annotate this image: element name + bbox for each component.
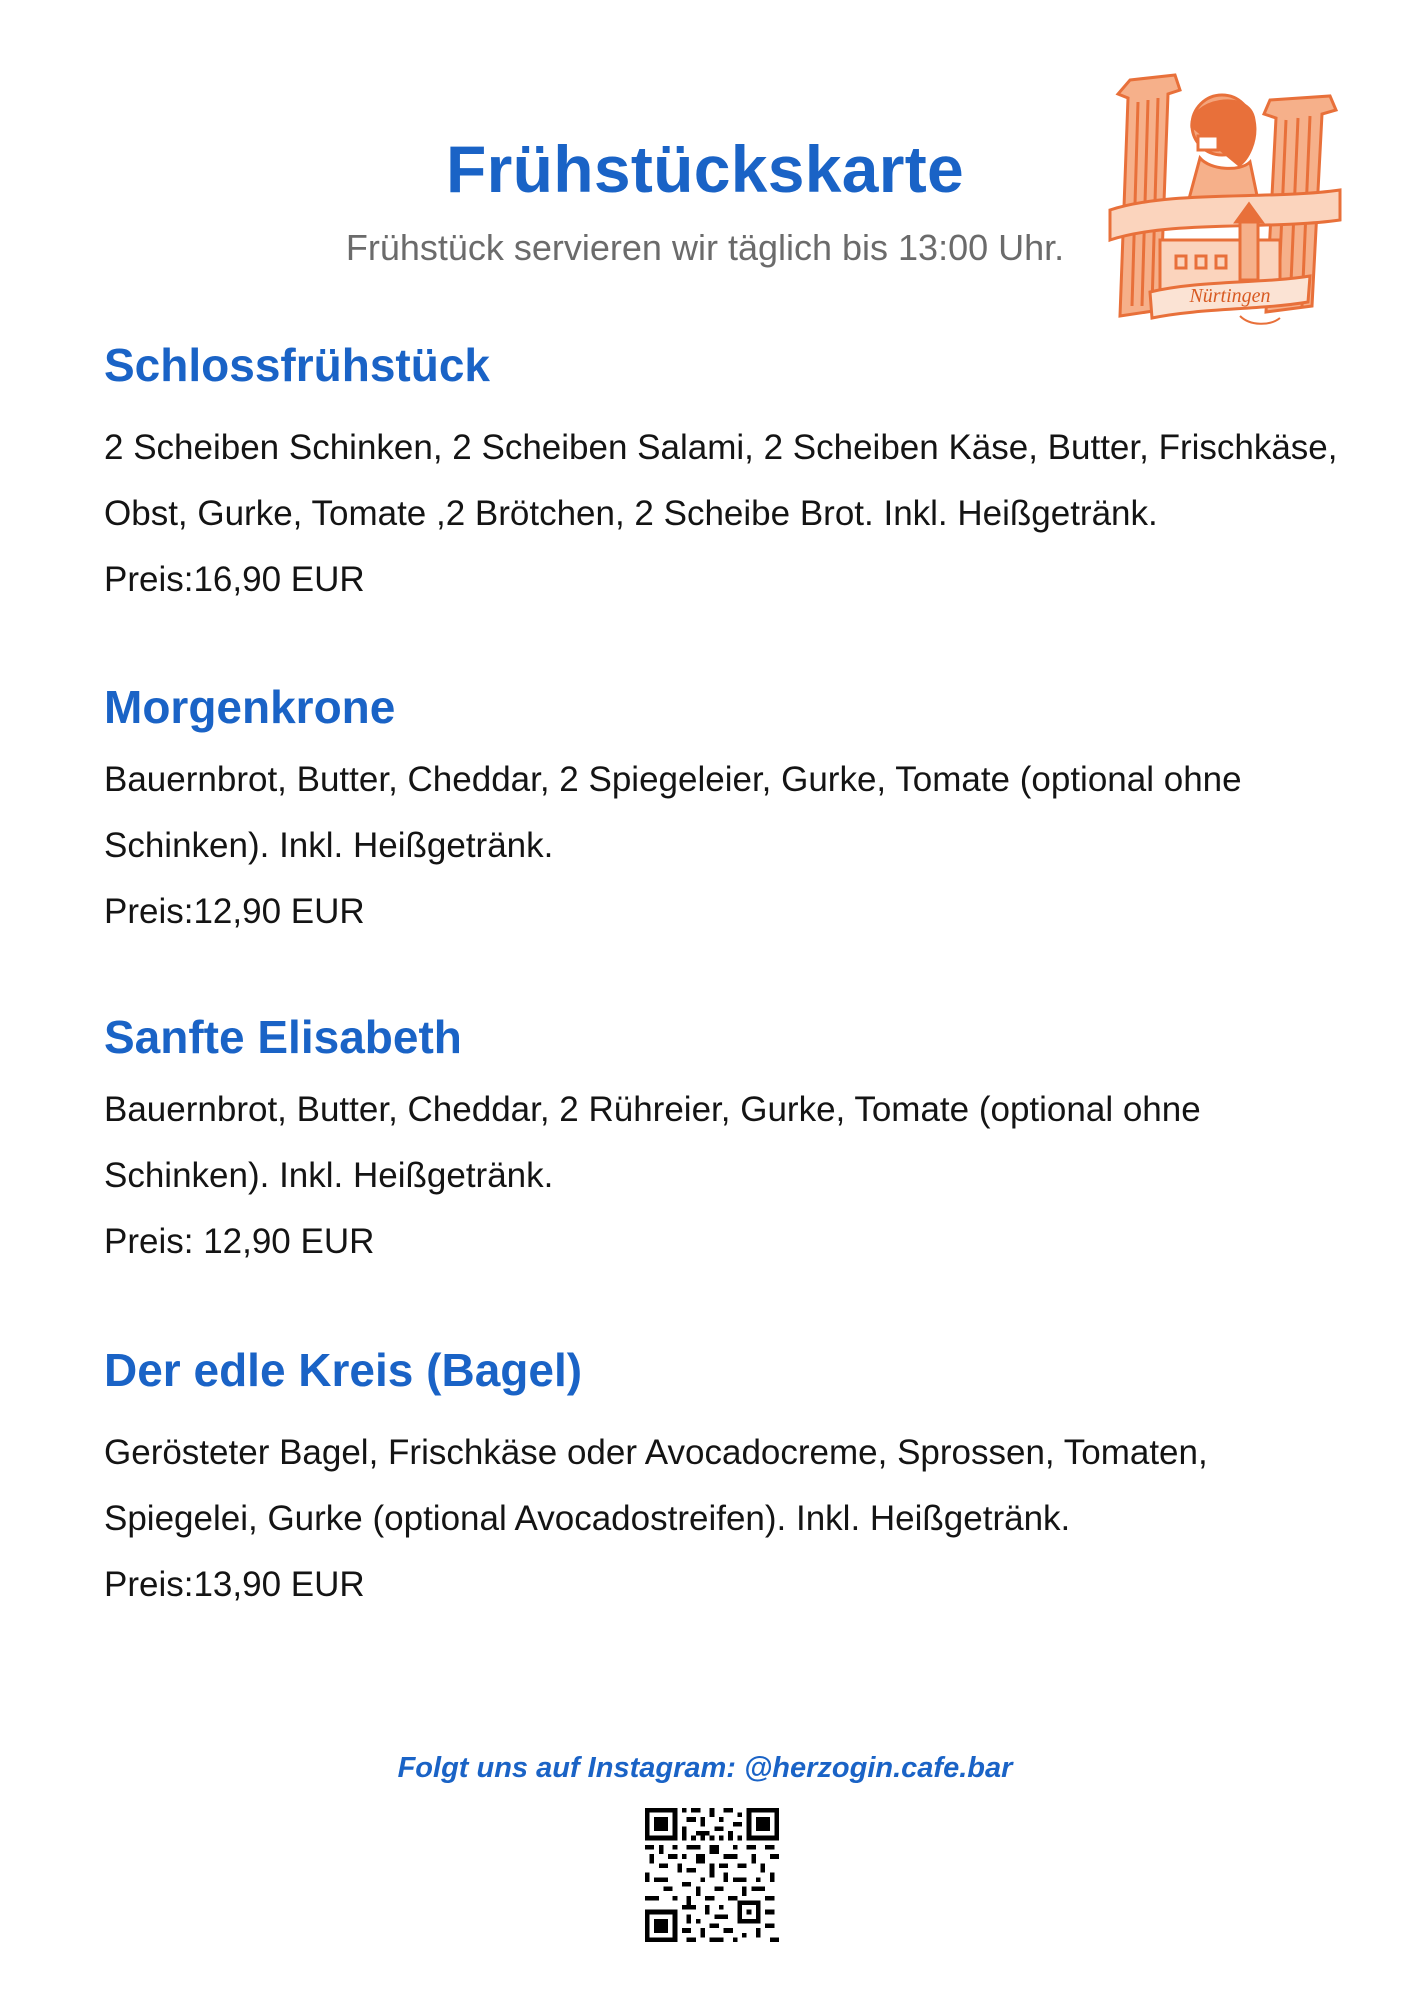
menu-item-name: Der edle Kreis (Bagel): [104, 1344, 583, 1396]
menu-item-price: Preis:13,90 EUR: [104, 1565, 365, 1605]
menu-item-description: 2 Scheiben Schinken, 2 Scheiben Salami, 2 Scheiben Käse, Butter, Frischkäse, Obst, Gurke, Tomate ,2 Brötchen, 2 Scheibe Brot. Inkl. Heißgetränk.: [104, 428, 1338, 534]
menu-item-description: Bauernbrot, Butter, Cheddar, 2 Rühreier, Gurke, Tomate (optional ohne Schinken). Inkl. Heißgetränk.: [104, 1090, 1201, 1196]
footer: [0, 1752, 1410, 1785]
page-subtitle: Frühstück servieren wir täglich bis 13:00 Uhr.: [345, 227, 1065, 269]
herzogin-nuertingen-logo-icon: [1090, 70, 1360, 340]
qr-code-icon[interactable]: [645, 1808, 779, 1942]
menu-item-name: Morgenkrone: [104, 681, 396, 733]
menu-item-description: Gerösteter Bagel, Frischkäse oder Avocadocreme, Sprossen, Tomaten, Spiegelei, Gurke (optional Avocadostreifen). Inkl. Heißgetränk.: [104, 1433, 1208, 1539]
instagram-link[interactable]: Folgt uns auf Instagram: @herzogin.cafe.bar: [397, 1752, 1013, 1784]
menu-item-price: Preis:16,90 EUR: [104, 560, 365, 600]
menu-item: [104, 1010, 1344, 1275]
menu-item: [104, 680, 1344, 945]
menu-item: [104, 338, 1344, 613]
menu-item-price: Preis: 12,90 EUR: [104, 1222, 375, 1262]
menu-item-name: Schlossfrühstück: [104, 339, 490, 391]
menu-item-name: Sanfte Elisabeth: [104, 1011, 462, 1063]
page-title: Frühstückskarte: [445, 132, 965, 206]
menu-item-description: Bauernbrot, Butter, Cheddar, 2 Spiegeleier, Gurke, Tomate (optional ohne Schinken). Inkl. Heißgetränk.: [104, 760, 1242, 866]
menu-item-price: Preis:12,90 EUR: [104, 892, 365, 932]
menu-item: [104, 1343, 1344, 1618]
logo-text: Nürtingen: [1189, 285, 1271, 307]
